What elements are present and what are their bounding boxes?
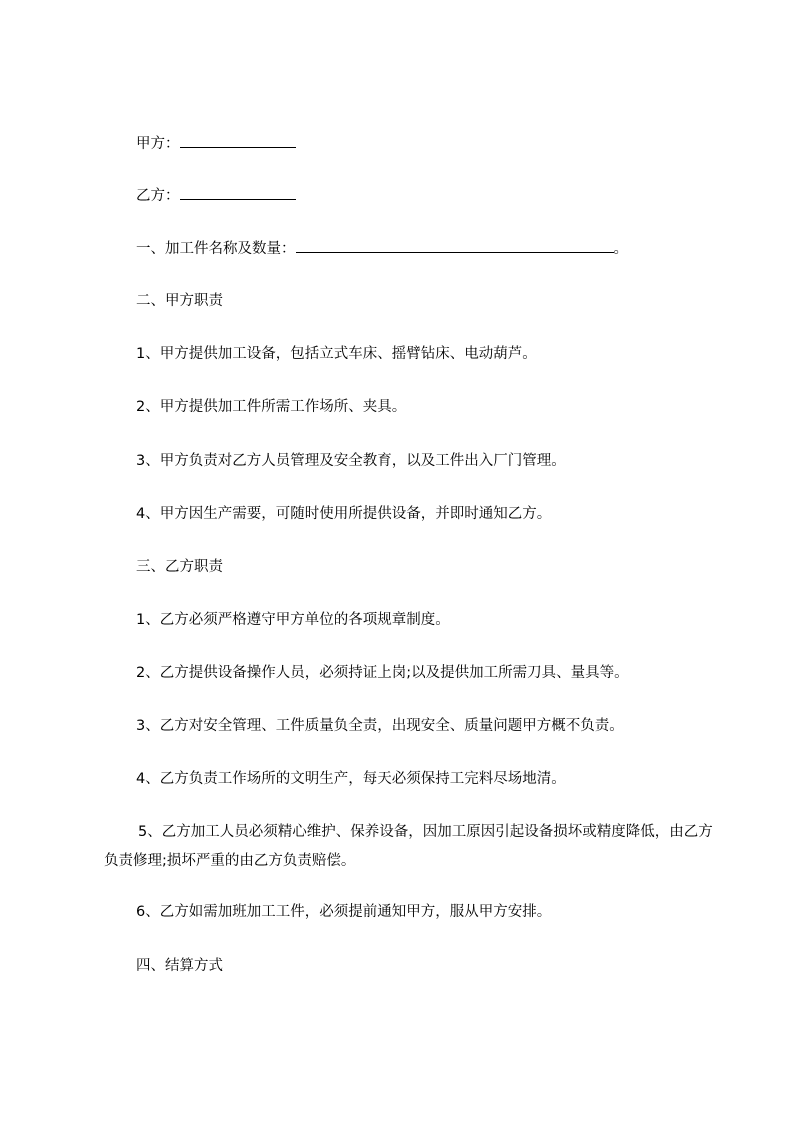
party-a-line bbox=[136, 133, 296, 154]
section2-item-1: 1、甲方提供加工设备，包括立式车床、摇臂钻床、电动葫芦。 bbox=[136, 346, 537, 362]
item-name-label: 一、加工件名称及数量： bbox=[136, 241, 296, 257]
section2-item-2: 2、甲方提供加工件所需工作场所、夹具。 bbox=[136, 399, 407, 415]
party-b-label: 乙方： bbox=[136, 188, 180, 204]
section2-item-4: 4、甲方因生产需要，可随时使用所提供设备，并即时通知乙方。 bbox=[136, 506, 552, 522]
party-a-blank bbox=[180, 133, 296, 148]
item-name-line bbox=[136, 238, 628, 259]
section3-item-4: 4、乙方负责工作场所的文明生产，每天必须保持工完料尽场地清。 bbox=[136, 771, 566, 787]
section3-item-1: 1、乙方必须严格遵守甲方单位的各项规章制度。 bbox=[136, 612, 450, 628]
section2-item-3: 3、甲方负责对乙方人员管理及安全教育，以及工件出入厂门管理。 bbox=[136, 453, 566, 469]
section3-item-5: 5、乙方加工人员必须精心维护、保养设备，因加工原因引起设备损坏或精度降低，由乙方负责修理;损坏严重的由乙方负责赔偿。 bbox=[104, 824, 713, 869]
party-a-label: 甲方： bbox=[136, 136, 180, 152]
item-name-end: 。 bbox=[613, 241, 628, 257]
section3-item-3: 3、乙方对安全管理、工件质量负全责，出现安全、质量问题甲方概不负责。 bbox=[136, 718, 624, 734]
party-b-blank bbox=[180, 185, 296, 200]
party-b-line bbox=[136, 185, 296, 206]
section4-title: 四、结算方式 bbox=[136, 958, 223, 974]
section3-item-2: 2、乙方提供设备操作人员，必须持证上岗;以及提供加工所需刀具、量具等。 bbox=[136, 665, 629, 681]
item-name-blank bbox=[296, 238, 614, 253]
section3-title: 三、乙方职责 bbox=[136, 559, 223, 575]
section3-item-6: 6、乙方如需加班加工工件，必须提前通知甲方，服从甲方安排。 bbox=[136, 904, 552, 920]
section2-title: 二、甲方职责 bbox=[136, 293, 223, 309]
